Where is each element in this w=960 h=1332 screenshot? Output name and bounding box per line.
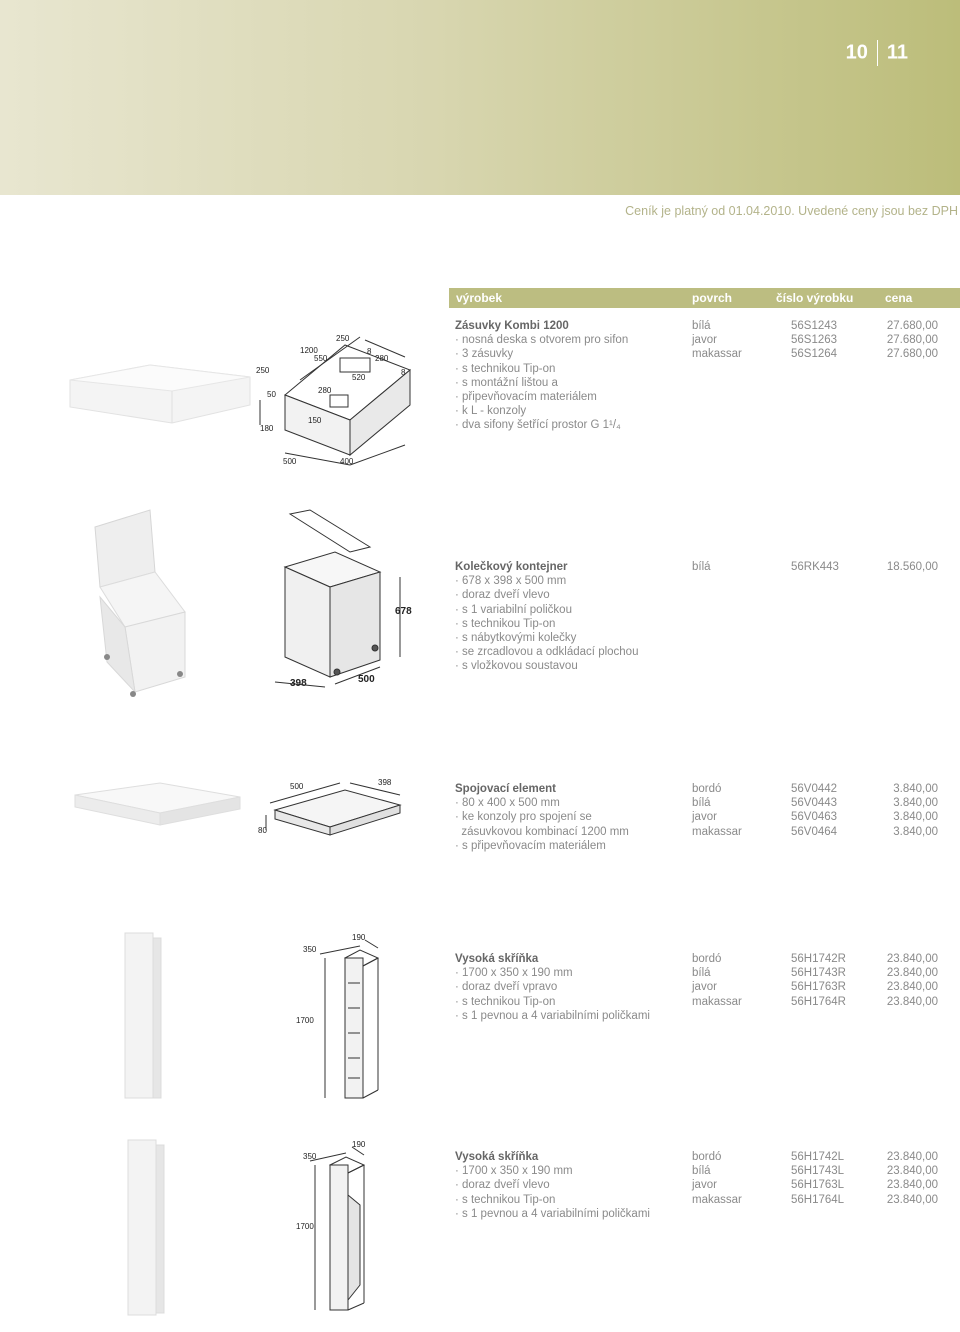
surface-value: bordó	[692, 783, 722, 795]
table-header	[449, 288, 960, 308]
product-name: Zásuvky Kombi 1200	[455, 320, 569, 332]
price-value: 23.840,00	[886, 1165, 938, 1178]
feature-line: zásuvkovou kombinací 1200 mm	[455, 825, 629, 838]
page-numbers	[846, 40, 908, 66]
dim-label: 1700	[296, 1222, 314, 1231]
feature-line: · 1700 x 350 x 190 mm	[455, 967, 573, 980]
feature-line: · doraz dveří vlevo	[455, 1179, 550, 1192]
header-price: cena	[885, 291, 913, 305]
code-list	[791, 782, 837, 839]
price-value: 23.840,00	[886, 967, 938, 980]
feature-line: · dva sifony šetřící prostor G 1¹/₄	[455, 419, 621, 432]
product-description	[455, 1150, 650, 1221]
product-description	[455, 319, 628, 433]
dim-label: 50	[267, 390, 276, 399]
connector-drawing	[266, 783, 400, 835]
dim-label: 150	[308, 416, 322, 425]
code-value: 56V0443	[791, 797, 838, 810]
surface-value: bílá	[692, 797, 711, 810]
surface-value: bílá	[692, 561, 711, 573]
product-image-tall-cabinet-left	[120, 1135, 400, 1320]
dim-label: 190	[352, 1140, 366, 1149]
dim-label: 1700	[296, 1016, 314, 1025]
feature-line: · s technikou Tip-on	[455, 995, 556, 1008]
surface-value: bordó	[692, 953, 722, 965]
header-code: číslo výrobku	[776, 291, 854, 305]
code-value: 56V0463	[791, 811, 838, 824]
product-image-drawer-combo	[60, 325, 450, 470]
code-value: 56S1264	[791, 348, 838, 361]
surface-value: bílá	[692, 967, 711, 980]
dim-label: 500	[290, 782, 304, 791]
surface-list	[692, 782, 742, 839]
price-list	[887, 952, 938, 1009]
feature-line: · s 1 variabilní poličkou	[455, 603, 572, 616]
code-list	[791, 560, 839, 574]
surface-value: javor	[692, 1179, 717, 1192]
connector-photo	[75, 783, 240, 825]
validity-note: Ceník je platný od 01.04.2010. Uvedené ceny jsou bez DPH	[625, 204, 958, 218]
code-value: 56H1763R	[791, 981, 846, 994]
feature-line: · 80 x 400 x 500 mm	[455, 797, 560, 810]
product-description	[455, 952, 650, 1023]
price-value: 27.680,00	[886, 320, 938, 332]
dim-label: 8	[401, 368, 406, 377]
surface-value: bordó	[692, 1151, 722, 1163]
surface-list	[692, 560, 711, 574]
code-list	[791, 952, 846, 1009]
dim-label: 190	[352, 933, 366, 942]
price-value: 3.840,00	[893, 797, 938, 810]
dim-label: 250	[256, 366, 270, 375]
dim-label: 400	[340, 457, 354, 466]
dim-label: 350	[303, 945, 317, 954]
tall-cabinet-drawing	[310, 1147, 364, 1310]
feature-line: · s technikou Tip-on	[455, 362, 556, 375]
dim-label: 280	[318, 386, 332, 395]
dim-label: 8	[367, 347, 372, 356]
code-value: 56H1763L	[791, 1179, 845, 1192]
code-value: 56S1263	[791, 334, 838, 347]
container-photo	[95, 510, 185, 697]
tall-cabinet-photo	[125, 933, 161, 1098]
dim-label: 398	[290, 678, 307, 689]
page-number-divider	[877, 40, 878, 66]
feature-line: · s 1 pevnou a 4 variabilními poličkami	[455, 1009, 650, 1022]
price-value: 3.840,00	[893, 811, 938, 824]
code-list	[791, 319, 837, 362]
price-list	[893, 782, 938, 839]
price-list	[887, 319, 938, 362]
product-name: Vysoká skříňka	[455, 953, 539, 965]
feature-line: · s technikou Tip-on	[455, 1193, 556, 1206]
feature-line: · 678 x 398 x 500 mm	[455, 575, 567, 588]
drawer-combo-photo	[70, 365, 250, 423]
product-name: Vysoká skříňka	[455, 1151, 539, 1163]
code-value: 56S1243	[791, 320, 838, 332]
dim-label: 500	[283, 457, 297, 466]
header-product: výrobek	[456, 291, 503, 305]
feature-line: · ke konzoly pro spojení se	[455, 811, 592, 824]
surface-list	[692, 319, 742, 362]
price-list	[887, 1150, 938, 1207]
header-band	[0, 0, 960, 195]
surface-value: javor	[692, 334, 717, 347]
product-description	[455, 782, 629, 853]
price-value: 27.680,00	[886, 334, 938, 347]
feature-line: · s montážní lištou a	[455, 376, 558, 389]
price-value: 23.840,00	[886, 1179, 938, 1192]
dim-label: 280	[375, 354, 389, 363]
dim-label: 250	[336, 334, 350, 343]
code-value: 56H1742L	[791, 1151, 845, 1163]
price-value: 23.840,00	[886, 1193, 938, 1206]
dim-label: 1200	[300, 346, 318, 355]
surface-value: makassar	[692, 995, 742, 1008]
header-surface: povrch	[692, 291, 733, 305]
feature-line: · s 1 pevnou a 4 variabilními poličkami	[455, 1207, 650, 1220]
dim-label: 678	[395, 606, 412, 617]
tall-cabinet-photo	[128, 1140, 164, 1315]
code-value: 56H1764R	[791, 995, 846, 1008]
product-name: Kolečkový kontejner	[455, 561, 568, 573]
price-value: 23.840,00	[886, 953, 938, 965]
price-value: 23.840,00	[886, 1151, 938, 1163]
feature-line: · doraz dveří vlevo	[455, 589, 550, 602]
surface-value: makassar	[692, 825, 742, 838]
code-value: 56H1742R	[791, 953, 846, 965]
feature-line: · připevňovacím materiálem	[455, 391, 597, 404]
dim-label: 520	[352, 373, 366, 382]
feature-line: · k L - konzoly	[455, 405, 527, 418]
price-value: 3.840,00	[893, 825, 938, 838]
price-value: 27.680,00	[886, 348, 938, 361]
tall-cabinet-drawing	[320, 940, 378, 1098]
surface-value: bílá	[692, 320, 711, 332]
code-value: 56V0442	[791, 783, 838, 795]
dim-label: 80	[258, 826, 267, 835]
code-value: 56H1743R	[791, 967, 846, 980]
code-value: 56H1743L	[791, 1165, 845, 1178]
dim-label: 180	[260, 424, 274, 433]
price-value: 18.560,00	[886, 561, 938, 573]
product-image-connector	[70, 775, 410, 845]
product-image-tall-cabinet-right	[120, 928, 400, 1103]
container-drawing	[275, 510, 400, 687]
feature-line: · 1700 x 350 x 190 mm	[455, 1165, 573, 1178]
feature-line: · 3 zásuvky	[455, 348, 514, 361]
product-name: Spojovací element	[455, 783, 556, 795]
page-number-left: 10	[845, 41, 868, 64]
dim-label: 550	[314, 354, 328, 363]
feature-line: · doraz dveří vpravo	[455, 981, 558, 994]
dim-label: 398	[378, 778, 392, 787]
feature-line: · s nábytkovými kolečky	[455, 632, 577, 645]
code-value: 56RK443	[791, 561, 839, 573]
surface-value: makassar	[692, 348, 742, 361]
price-value: 23.840,00	[886, 995, 938, 1008]
code-value: 56H1764L	[791, 1193, 845, 1206]
surface-list	[692, 1150, 742, 1207]
surface-value: javor	[692, 981, 717, 994]
code-value: 56V0464	[791, 825, 838, 838]
product-image-container	[85, 502, 425, 712]
price-value: 3.840,00	[893, 783, 938, 795]
feature-line: · se zrcadlovou a odkládací plochou	[455, 646, 639, 659]
code-list	[791, 1150, 844, 1207]
surface-value: makassar	[692, 1193, 742, 1206]
feature-line: · s vložkovou soustavou	[455, 660, 578, 673]
feature-line: · s připevňovacím materiálem	[455, 839, 606, 852]
surface-value: javor	[692, 811, 717, 824]
dim-label: 350	[303, 1152, 317, 1161]
surface-list	[692, 952, 742, 1009]
price-list	[887, 560, 938, 574]
product-description	[455, 560, 638, 674]
feature-line: · nosná deska s otvorem pro sifon	[455, 334, 629, 347]
price-value: 23.840,00	[886, 981, 938, 994]
surface-value: bílá	[692, 1165, 711, 1178]
dim-label: 500	[358, 674, 375, 685]
page-number-right: 11	[886, 41, 908, 64]
feature-line: · s technikou Tip-on	[455, 617, 556, 630]
